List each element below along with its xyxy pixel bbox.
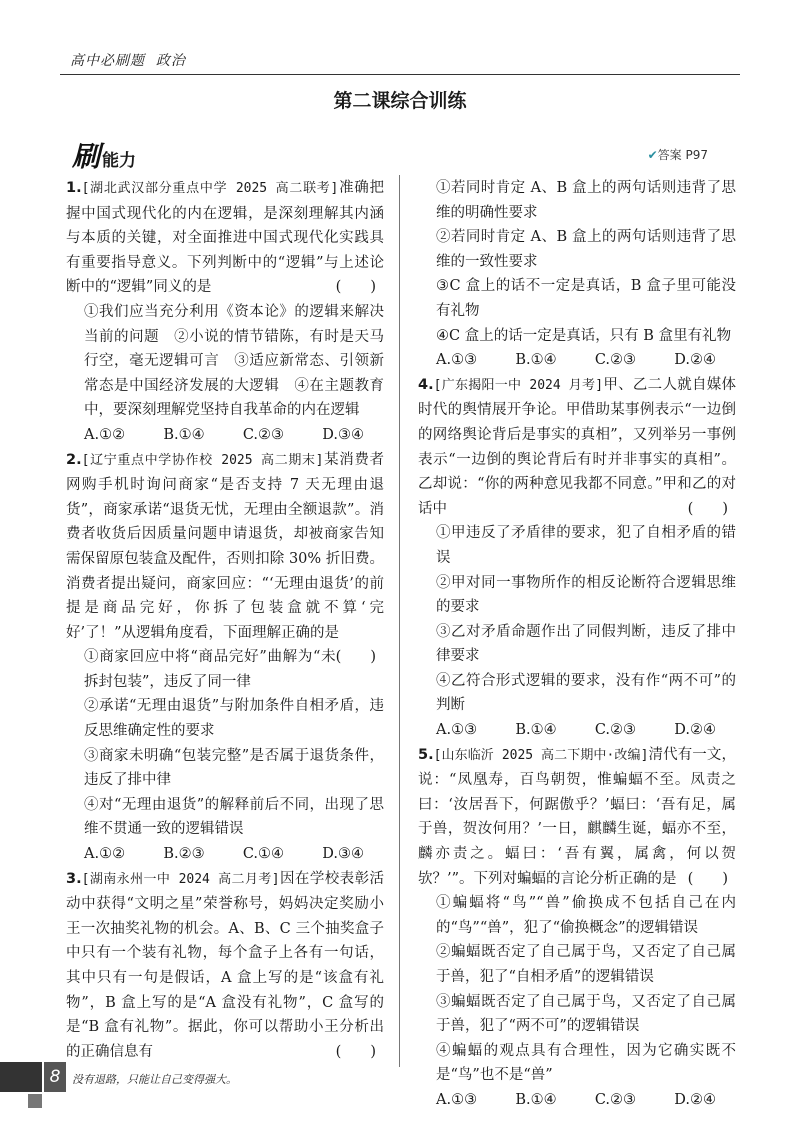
- statement-4: ④乙符合形式逻辑的要求，没有作“两不可”的判断: [436, 672, 736, 714]
- option-b: B.①④: [515, 1091, 557, 1108]
- question-stem: 准确把握中国式现代化的内在逻辑，是深刻理解其内涵与本质的关键，对全面推进中国式现代化实践具有重要指导意义。下列判断中的“逻辑”与上述论断中的“逻辑”同义的是: [66, 180, 384, 296]
- answer-blank: ( ): [687, 870, 728, 887]
- option-row: [66, 423, 384, 448]
- statement-2: ②蝙蝠既否定了自己属于鸟，又否定了自己属于兽，犯了“自相矛盾”的逻辑错误: [436, 944, 736, 985]
- option-b: B.①④: [515, 352, 557, 369]
- option-a: A.①②: [84, 426, 126, 443]
- answer-blank: ( ): [335, 649, 376, 666]
- option-d: D.②④: [674, 352, 716, 369]
- question-2: [66, 448, 384, 867]
- option-d: D.③④: [322, 846, 364, 863]
- footer-bar: [0, 1062, 42, 1092]
- question-stem: 清代有一文，说：“凤凰寿，百鸟朝贺，惟蝙蝠不至。凤责之曰：‘汝居吾下，何踞傲乎？’蝠曰：‘吾有足，属于兽，贺汝何用？’一日，麒麟生诞，蝠亦不至，麟亦责之。蝠曰：‘吾有翼，属禽，何以贺欤？’”。下列对蝙蝠的言论分析正确的是: [418, 746, 736, 887]
- statement-3: ③乙对矛盾命题作出了同假判断，违反了排中律要求: [436, 623, 736, 665]
- section-label-small: 能力: [102, 151, 137, 171]
- question-3: [66, 867, 384, 1065]
- statement-4: ④蝙蝠的观点具有合理性，因为它确实既不是“鸟”也不是“兽”: [436, 1042, 736, 1084]
- option-row: [418, 718, 736, 743]
- question-number: 4.: [418, 376, 434, 393]
- question-1: [66, 176, 384, 448]
- statement-4: ④对“无理由退货”的解释前后不同，出现了思维不贯通一致的逻辑错误: [84, 796, 384, 838]
- page-title: 第二课综合训练: [333, 90, 467, 112]
- check-icon: ✔: [647, 148, 658, 162]
- question-number: 3.: [66, 870, 82, 887]
- option-d: D.②④: [674, 722, 716, 739]
- option-c: C.①④: [242, 846, 285, 863]
- option-b: B.①④: [515, 722, 557, 739]
- section-label-big: 刷: [72, 140, 101, 173]
- option-a: A.①③: [436, 352, 478, 369]
- statement-1: ①蝙蝠将“鸟”“兽”偷换成不包括自己在内的“鸟”“兽”，犯了“偷换概念”的逻辑错误: [436, 895, 736, 936]
- answer-blank: ( ): [687, 500, 728, 517]
- right-column: [418, 176, 736, 1113]
- footer-square: [28, 1094, 42, 1108]
- question-4: [418, 373, 736, 743]
- left-column: [66, 176, 384, 1064]
- answer-reference: [648, 146, 708, 163]
- page-number: 8: [44, 1062, 66, 1092]
- question-source: [广东揭阳一中 2024 月考]: [433, 377, 604, 393]
- answer-blank: ( ): [335, 1043, 376, 1060]
- column-divider: [399, 175, 400, 1067]
- question-number: 5.: [418, 746, 434, 763]
- option-c: C.②③: [242, 426, 285, 443]
- statement-3: ③商家未明确“包装完整”是否属于退货条件，违反了排中律: [84, 747, 384, 789]
- question-source: [湖南永州一中 2024 高二月考]: [81, 871, 280, 887]
- statement-1: ①若同时肯定 A、B 盒上的两句话则违背了思维的明确性要求: [436, 180, 736, 221]
- question-stem: 因在学校表彰活动中获得“文明之星”荣誉称号，妈妈决定奖励小王一次抽奖礼物的机会。A、B、C 三个抽奖盒子中只有一个装有礼物，每个盒子上各有一句话，其中只有一句是假话，A 盒上写的是“该盒有礼物”，B 盒上写的是“A 盒没有礼物”，C 盒写的是“B 盒有礼物”。据此，你可以帮助小王分析出的正确信息有: [66, 870, 385, 1060]
- option-c: C.②③: [594, 722, 637, 739]
- question-number: 1.: [66, 180, 82, 196]
- question-stem: 某消费者网购手机时询问商家“是否支持 7 天无理由退货”，商家承诺“退货无忧，无理由全额退款”。消费者收货后因质量问题申请退货，却被商家告知需保留原包装盒及配件，否则扣除 30% 折旧费。消费者提出疑问，商家回应：“‘无理由退货’的前提是商品完好，你拆了包装盒就不算‘完好’了！”从逻辑角度看，下面理解正确的是: [66, 451, 384, 641]
- question-source: [山东临沂 2025 高二下期中·改编]: [433, 747, 649, 763]
- question-5: [418, 743, 736, 1113]
- answer-blank: ( ): [335, 279, 376, 296]
- option-row: [418, 1088, 736, 1113]
- statement-1: ①甲违反了矛盾律的要求，犯了自相矛盾的错误: [436, 525, 736, 566]
- question-statements: ①我们应当充分利用《资本论》的逻辑来解决当前的问题 ②小说的情节错陈，有时是天马行空，毫无逻辑可言 ③适应新常态、引领新常态是中国经济发展的大逻辑 ④在主题教育中，要深刻理解党坚持自我革命的内在逻辑: [84, 303, 384, 419]
- statement-1: ①商家回应中将“商品完好”曲解为“未拆封包装”，违反了同一律: [84, 649, 336, 690]
- option-c: C.②③: [594, 352, 637, 369]
- question-source: [湖北武汉部分重点中学 2025 高二联考]: [81, 181, 339, 196]
- book-name: 高中必刷题: [70, 53, 145, 69]
- option-d: D.③④: [322, 426, 364, 443]
- question-number: 2.: [66, 451, 82, 468]
- question-3-continued: [418, 176, 736, 373]
- question-source: [辽宁重点中学协作校 2025 高二期末]: [81, 452, 324, 468]
- option-d: D.②④: [674, 1091, 716, 1108]
- section-label: [72, 135, 136, 175]
- option-b: B.①④: [163, 426, 205, 443]
- statement-2: ②甲对同一事物所作的相反论断符合逻辑思维的要求: [436, 574, 736, 616]
- option-c: C.②③: [594, 1091, 637, 1108]
- statement-2: ②若同时肯定 A、B 盒上的两句话则违背了思维的一致性要求: [436, 229, 736, 270]
- option-a: A.①③: [436, 1091, 478, 1108]
- header-rule: [60, 74, 740, 75]
- question-stem: 甲、乙二人就自媒体时代的舆情展开争论。甲借助某事例表示“一边倒的网络舆论背后是事实的真相”，又列举另一事例表示“一边倒的舆论背后有时并非事实的真相”。乙却说：“你的两种意见我都不同意。”甲和乙的对话中: [418, 376, 736, 517]
- statement-2: ②承诺“无理由退货”与附加条件自相矛盾，违反思维确定性的要求: [84, 698, 384, 740]
- option-b: B.②③: [163, 846, 205, 863]
- subject-name: 政治: [155, 53, 186, 69]
- statement-3: ③蝙蝠既否定了自己属于鸟，又否定了自己属于兽，犯了“两不可”的逻辑错误: [436, 993, 736, 1035]
- footer-motto: 没有退路，只能让自己变得强大。: [72, 1073, 237, 1086]
- option-a: A.①②: [84, 846, 126, 863]
- statement-3: ③C 盒上的话不一定是真话，B 盒子里可能没有礼物: [436, 278, 736, 319]
- book-header: [70, 50, 186, 70]
- option-row: [66, 842, 384, 867]
- statement-4: ④C 盒上的话一定是真话，只有 B 盒里有礼物: [436, 327, 732, 344]
- option-row: [418, 348, 736, 373]
- option-a: A.①③: [436, 722, 478, 739]
- answer-reference-text: 答案 P97: [657, 148, 708, 162]
